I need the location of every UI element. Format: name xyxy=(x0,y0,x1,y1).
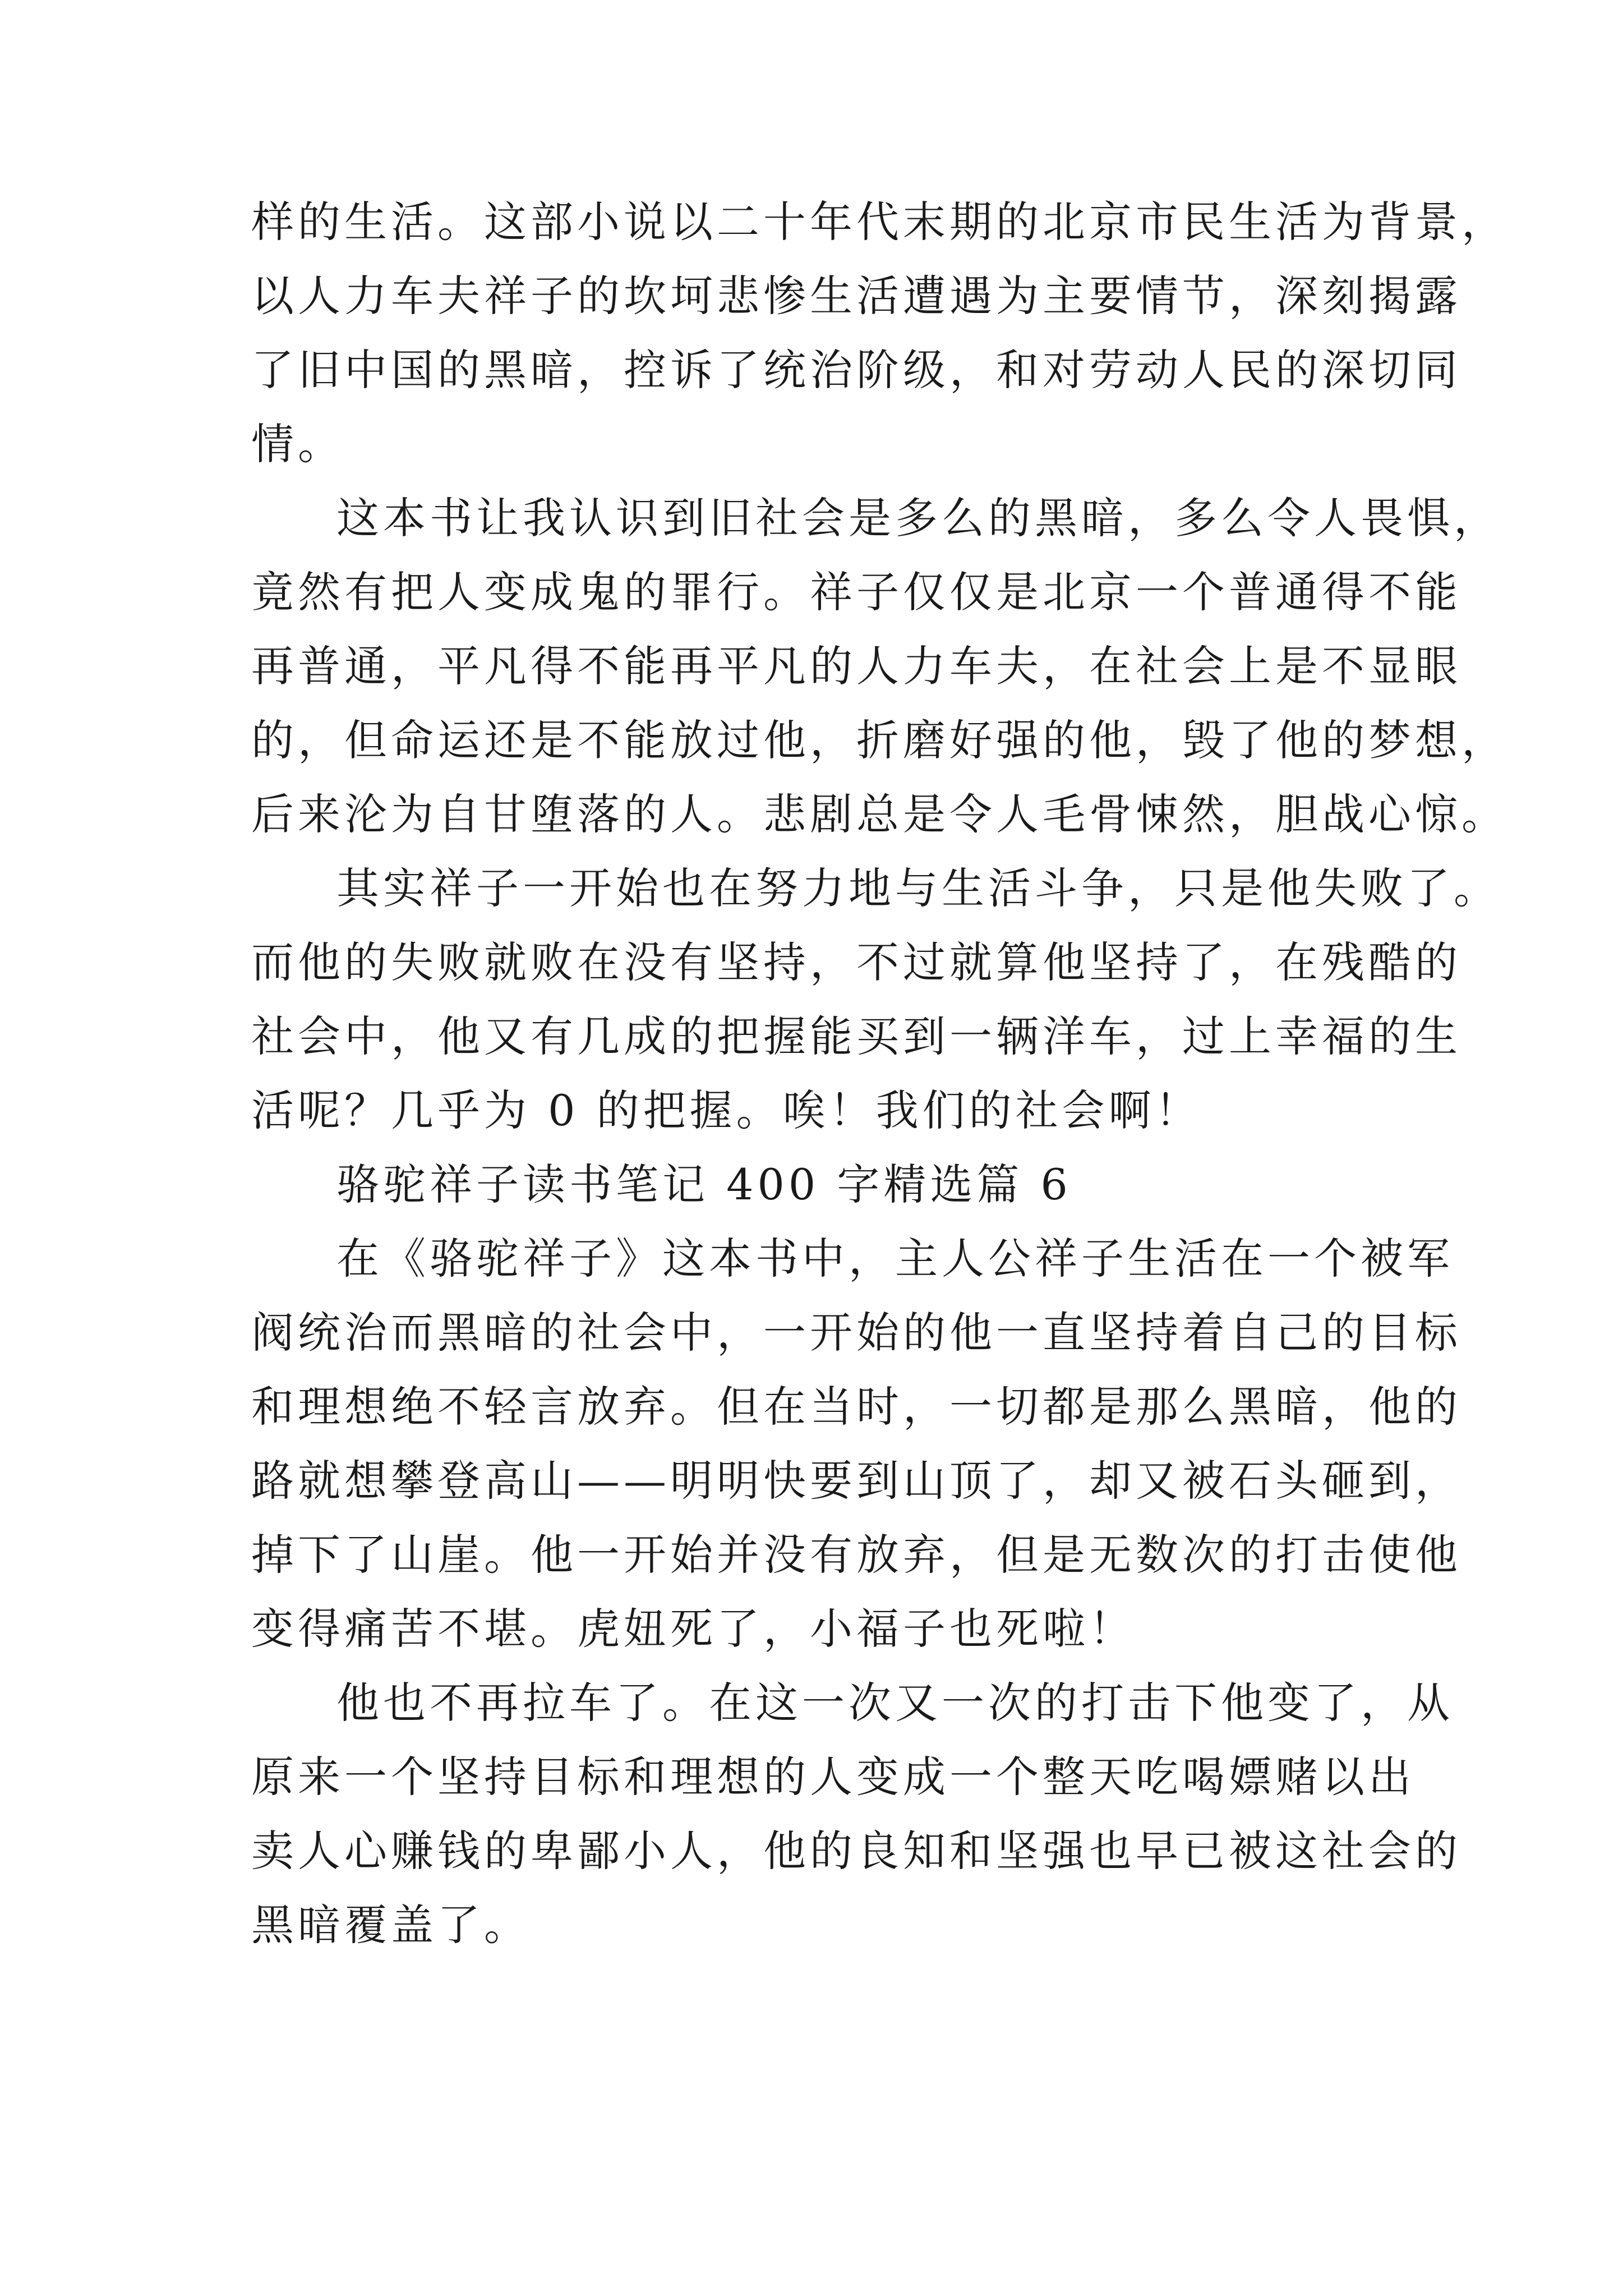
text-line: 样的生活。这部小说以二十年代末期的北京市民生活为背景， xyxy=(251,197,1508,247)
text-line: 和理想绝不轻言放弃。但在当时，一切都是那么黑暗，他的 xyxy=(251,1382,1461,1432)
text-line: 后来沦为自甘堕落的人。悲剧总是令人毛骨悚然，胆战心惊。 xyxy=(251,789,1508,839)
text-line: 原来一个坚持目标和理想的人变成一个整天吃喝嫖赌以出 xyxy=(251,1752,1415,1802)
section-heading: 骆驼祥子读书笔记 400 字精选篇 6 xyxy=(336,1159,1072,1209)
text-line: 的，但命运还是不能放过他，折磨好强的他，毁了他的梦想， xyxy=(251,715,1508,765)
body-text xyxy=(251,185,1508,1962)
text-line: 再普通，平凡得不能再平凡的人力车夫，在社会上是不显眼 xyxy=(251,641,1461,691)
text-line: 黑暗覆盖了。 xyxy=(251,1900,531,1950)
text-line: 竟然有把人变成鬼的罪行。祥子仅仅是北京一个普通得不能 xyxy=(251,567,1461,617)
text-line: 活呢？几乎为 0 的把握。唉！我们的社会啊！ xyxy=(251,1085,1202,1135)
text-line: 情。 xyxy=(251,419,344,469)
text-line: 在《骆驼祥子》这本书中，主人公祥子生活在一个被军 xyxy=(336,1234,1454,1283)
text-line: 其实祥子一开始也在努力地与生活斗争，只是他失败了。 xyxy=(336,863,1500,913)
text-line: 社会中，他又有几成的把握能买到一辆洋车，过上幸福的生 xyxy=(251,1011,1461,1061)
text-line: 他也不再拉车了。在这一次又一次的打击下他变了，从 xyxy=(336,1678,1454,1728)
text-line: 了旧中国的黑暗，控诉了统治阶级，和对劳动人民的深切同 xyxy=(251,345,1461,395)
text-line: 变得痛苦不堪。虎妞死了，小福子也死啦！ xyxy=(251,1604,1136,1654)
text-line: 卖人心赚钱的卑鄙小人，他的良知和坚强也早已被这社会的 xyxy=(251,1826,1461,1876)
text-line: 路就想攀登高山——明明快要到山顶了，却又被石头砸到， xyxy=(251,1456,1461,1506)
text-line: 以人力车夫祥子的坎坷悲惨生活遭遇为主要情节，深刻揭露 xyxy=(251,271,1461,321)
text-line: 掉下了山崖。他一开始并没有放弃，但是无数次的打击使他 xyxy=(251,1530,1461,1580)
text-line: 阀统治而黑暗的社会中，一开始的他一直坚持着自己的目标 xyxy=(251,1308,1461,1358)
text-line: 而他的失败就败在没有坚持，不过就算他坚持了，在残酷的 xyxy=(251,937,1461,987)
text-line: 这本书让我认识到旧社会是多么的黑暗，多么令人畏惧， xyxy=(336,493,1500,543)
